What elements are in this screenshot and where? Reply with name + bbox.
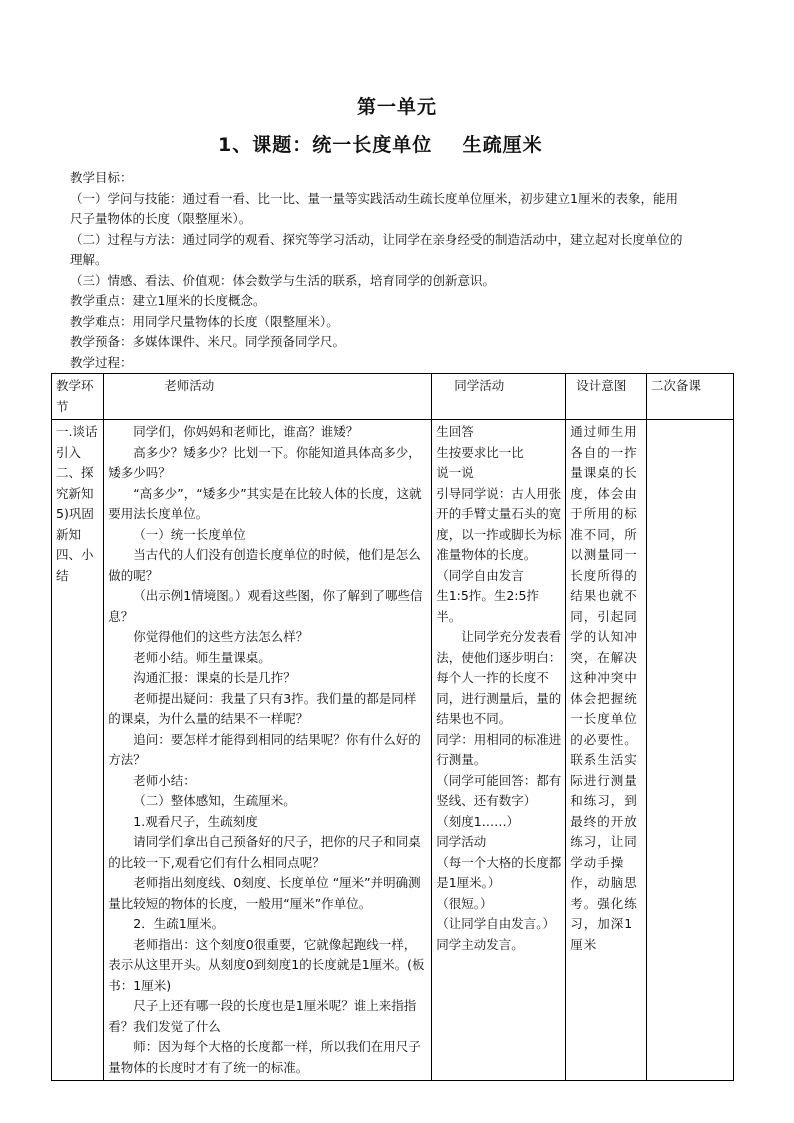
revision-cell bbox=[646, 420, 733, 1081]
stage-text: 一.谈话引入 二、探究新知 5)巩固新知 四、小结 bbox=[56, 424, 98, 583]
teacher-line: 沟通汇报：课桌的长是几拃？ bbox=[133, 670, 296, 685]
header-stage: 教学环节 bbox=[52, 374, 104, 420]
lesson-intro bbox=[70, 168, 690, 373]
student-line: 同学主动发言。 bbox=[436, 936, 524, 952]
stage-cell bbox=[52, 420, 104, 1081]
design-intent-text: 通过师生用各自的一拃量课桌的长度，体会由于所用的标准不同，所以测量同一长度所得的结果也就不同，引起同学的认知冲突，在解决这种冲突中体会把握统一长度单位的必要性。联系生活实际进行测量和练习，到最终的开放练习，让同学动手操作，动脑思考。强化练习，加深1厘米 bbox=[570, 424, 638, 952]
design-intent-cell bbox=[566, 420, 647, 1081]
goal-attitude: （三）情感、看法、价值观：体会数学与生活的联系，培育同学的创新意识。 bbox=[70, 272, 496, 288]
teacher-line: 1.观看尺子，生疏刻度 bbox=[133, 813, 258, 829]
student-line: （让同学自由发言。） bbox=[436, 916, 555, 931]
lesson-plan-table bbox=[51, 373, 734, 1081]
header-revision: 二次备课 bbox=[646, 374, 733, 420]
unit-title: 第一单元 bbox=[356, 96, 437, 118]
student-line: （很短。） bbox=[436, 895, 493, 911]
teacher-line: 尺子上还有哪一段的长度也是1厘米呢？谁上来指指看？我们发觉了什么 bbox=[108, 998, 417, 1034]
teacher-line: 老师小结。师生量课桌。 bbox=[133, 649, 271, 665]
teacher-line: “高多少”，“矮多少”其实是在比较人体的长度，这就要用法长度单位。 bbox=[108, 485, 422, 521]
teacher-line: 同学们，你妈妈和老师比，谁高？谁矮？ bbox=[133, 424, 359, 439]
teacher-line: 高多少？矮多少？比划一下。你能知道具体高多少，矮多少吗？ bbox=[108, 444, 421, 480]
student-line: 同学：用相同的标准进行测量。 bbox=[436, 731, 562, 767]
goal-process: （二）过程与方法：通过同学的观看、探究等学习活动，让同学在亲身经受的制造活动中，建立起对长度单位的理解。 bbox=[70, 231, 683, 267]
teacher-line: 2．生疏1厘米。 bbox=[133, 916, 225, 931]
student-line: 生回答 bbox=[436, 424, 474, 439]
student-line: 让同学充分发表看法，使他们逐步明白：每个人一拃的长度不同，进行测量后，量的结果也不同。 bbox=[436, 629, 562, 726]
student-line: 引导同学说：古人用张开的手臂丈量石头的宽度，以一拃或脚长为标准量物体的长度。 bbox=[436, 485, 562, 562]
teacher-line: （出示例1情境图。）观看这些图，你了解到了哪些信息？ bbox=[108, 588, 423, 624]
teacher-line: 老师小结： bbox=[133, 772, 196, 788]
teacher-line: 老师指出：这个刻度0很重要，它就像起跑线一样，表示从这里开头。从刻度0到刻度1的长度就是1厘米。(板书：1厘米) bbox=[108, 936, 425, 993]
preparation: 教学预备：多媒体课件、米尺。同学预备同学尺。 bbox=[70, 334, 346, 349]
teacher-line: 追问：要怎样才能得到相同的结果呢？你有什么好的方法？ bbox=[108, 731, 421, 767]
key-point: 教学重点：建立1厘米的长度概念。 bbox=[70, 293, 266, 308]
teacher-line: 当古代的人们没有创造长度单位的时候，他们是怎么做的呢？ bbox=[108, 547, 421, 583]
goal-knowledge: （一）学问与技能：通过看一看、比一比、量一量等实践活动生疏长度单位厘米，初步建立1厘米的表象，能用尺子量物体的长度（限整厘米）。 bbox=[70, 190, 678, 226]
teacher-line: 请同学们拿出自己预备好的尺子，把你的尺子和同桌的比较一下,观看它们有什么相同点呢？ bbox=[108, 834, 421, 870]
process-heading: 教学过程： bbox=[70, 354, 133, 370]
table-header-row bbox=[52, 374, 734, 420]
teacher-line: 老师指出刻度线、0刻度、长度单位 “厘米”并明确测量比较短的物体的长度，一般用“厘米”作单位。 bbox=[108, 875, 421, 911]
difficulty: 教学难点：用同学尺量物体的长度（限整厘米）。 bbox=[70, 313, 339, 329]
teacher-line: 老师提出疑问：我量了只有3拃。我们量的都是同样的课桌，为什么量的结果不一样呢？ bbox=[108, 690, 417, 726]
goals-heading: 教学目标： bbox=[70, 170, 133, 185]
student-line: 说一说 bbox=[436, 465, 474, 480]
student-line: （同学可能回答：都有竖线、还有数字） bbox=[436, 772, 562, 808]
student-line: 同学活动 bbox=[436, 834, 487, 849]
teacher-line: 师：因为每个大格的长度都一样，所以我们在用尺子量物体的长度时才有了统一的标准。 bbox=[108, 1039, 421, 1075]
teacher-activity-cell bbox=[104, 420, 432, 1081]
table-row bbox=[52, 420, 734, 1081]
student-line: 生1:5拃。生2:5拃半。 bbox=[436, 588, 539, 624]
header-design: 设计意图 bbox=[566, 374, 647, 420]
teacher-line: 你觉得他们的这些方法怎么样？ bbox=[133, 629, 309, 644]
student-activity-cell bbox=[432, 420, 566, 1081]
header-student: 同学活动 bbox=[432, 374, 566, 420]
student-line: （每一个大格的长度都是1厘米。） bbox=[436, 854, 562, 890]
header-teacher: 老师活动 bbox=[104, 374, 432, 420]
teacher-line: （二）整体感知，生疏厘米。 bbox=[133, 793, 296, 808]
student-line: 生按要求比一比 bbox=[436, 444, 524, 460]
teacher-line: （一）统一长度单位 bbox=[133, 526, 246, 542]
student-line: （同学自由发言 bbox=[436, 567, 524, 583]
student-line: （刻度1……） bbox=[436, 813, 520, 829]
lesson-title: 1、课题：统一长度单位 生疏厘米 bbox=[218, 134, 543, 156]
